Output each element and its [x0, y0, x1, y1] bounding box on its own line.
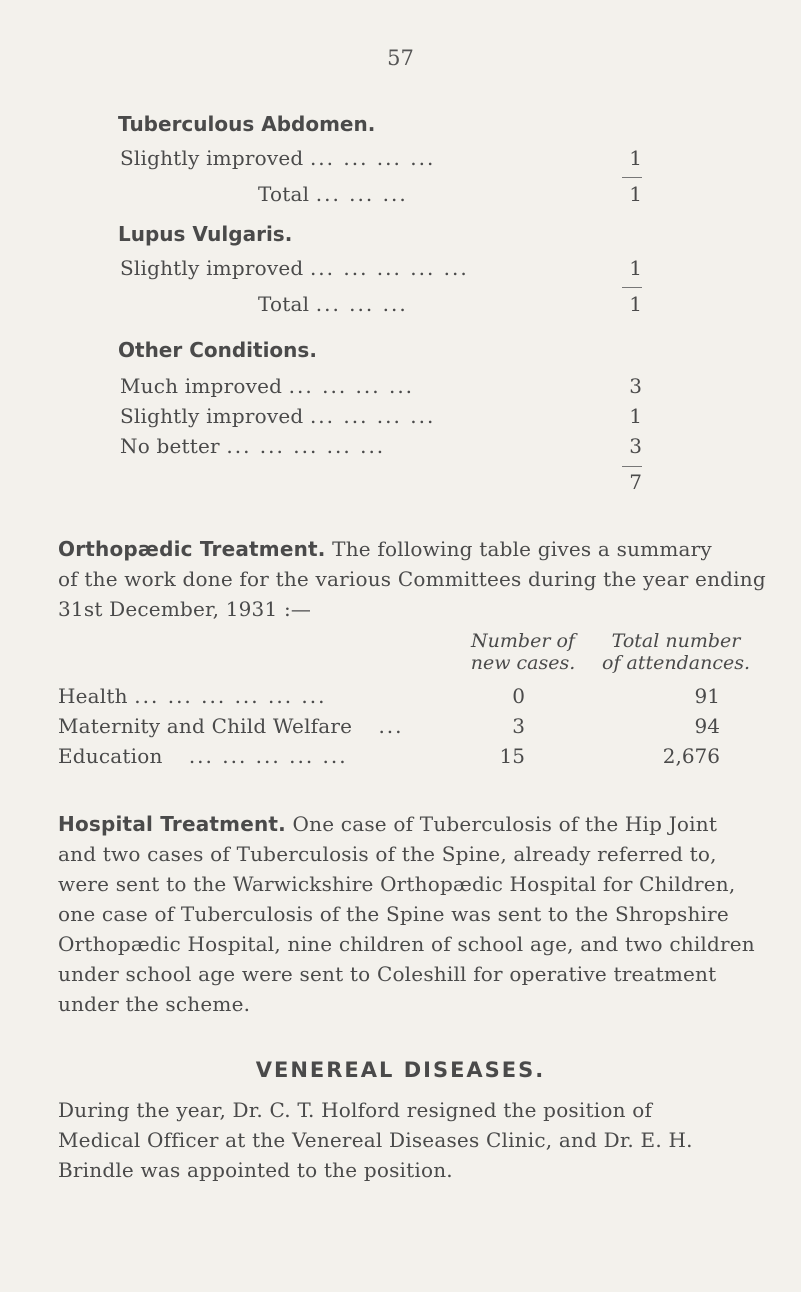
- hospital-line: under the scheme.: [58, 992, 251, 1016]
- orthopaedic-intro-line: 31st December, 1931 :—: [58, 597, 312, 621]
- venereal-line: Brindle was appointed to the position.: [58, 1158, 453, 1182]
- total-label: Total ... ... ...: [258, 292, 408, 316]
- row-label: Much improved ... ... ... ...: [120, 374, 415, 398]
- column-header-attendances: Total number of attendances.: [602, 630, 750, 674]
- sum-rule: [622, 177, 642, 178]
- column-header-new-cases: Number of new cases.: [470, 630, 576, 674]
- row-value: 3: [629, 434, 642, 458]
- section-heading-hospital-treatment: Hospital Treatment.: [58, 812, 286, 836]
- table-row-label: Maternity and Child Welfare ...: [58, 714, 404, 738]
- section-heading-other-conditions: Other Conditions.: [118, 338, 317, 362]
- table-row-label: Education ... ... ... ... ...: [58, 744, 348, 768]
- venereal-line: Medical Officer at the Venereal Diseases Clinic, and Dr. E. H.: [58, 1128, 693, 1152]
- sum-rule: [622, 466, 642, 467]
- table-row-label: Health ... ... ... ... ... ...: [58, 684, 327, 708]
- table-cell-new-cases: 3: [512, 714, 525, 738]
- venereal-line: During the year, Dr. C. T. Holford resigned the position of: [58, 1098, 653, 1122]
- hospital-line: Hospital Treatment. One case of Tuberculosis of the Hip Joint: [58, 812, 718, 836]
- total-value: 1: [629, 182, 642, 206]
- row-label: No better ... ... ... ... ...: [120, 434, 386, 458]
- section-heading-venereal-diseases: VENEREAL DISEASES.: [255, 1058, 546, 1082]
- row-value: 1: [629, 146, 642, 170]
- hospital-line: were sent to the Warwickshire Orthopædic Hospital for Children,: [58, 872, 736, 896]
- hospital-line: under school age were sent to Coleshill for operative treatment: [58, 962, 717, 986]
- section-heading-lupus-vulgaris: Lupus Vulgaris.: [118, 222, 293, 246]
- section-heading-tuberculous-abdomen: Tuberculous Abdomen.: [118, 112, 376, 136]
- hospital-line: Orthopædic Hospital, nine children of school age, and two children: [58, 932, 755, 956]
- total-label: Total ... ... ...: [258, 182, 408, 206]
- table-cell-new-cases: 0: [512, 684, 525, 708]
- row-label: Slightly improved ... ... ... ... ...: [120, 256, 469, 280]
- table-cell-new-cases: 15: [499, 744, 525, 768]
- hospital-line: one case of Tuberculosis of the Spine was sent to the Shropshire: [58, 902, 729, 926]
- total-value: 7: [629, 470, 642, 494]
- page-number: 57: [387, 46, 414, 70]
- table-cell-attendances: 94: [694, 714, 720, 738]
- orthopaedic-intro-line: Orthopædic Treatment. The following table gives a summary: [58, 537, 712, 561]
- total-value: 1: [629, 292, 642, 316]
- row-value: 1: [629, 256, 642, 280]
- hospital-line: and two cases of Tuberculosis of the Spine, already referred to,: [58, 842, 717, 866]
- row-label: Slightly improved ... ... ... ...: [120, 404, 436, 428]
- table-cell-attendances: 2,676: [662, 744, 720, 768]
- table-cell-attendances: 91: [694, 684, 720, 708]
- row-value: 1: [629, 404, 642, 428]
- section-heading-orthopaedic-treatment: Orthopædic Treatment.: [58, 537, 326, 561]
- row-value: 3: [629, 374, 642, 398]
- row-label: Slightly improved ... ... ... ...: [120, 146, 436, 170]
- orthopaedic-intro-line: of the work done for the various Committees during the year ending: [58, 567, 766, 591]
- sum-rule: [622, 287, 642, 288]
